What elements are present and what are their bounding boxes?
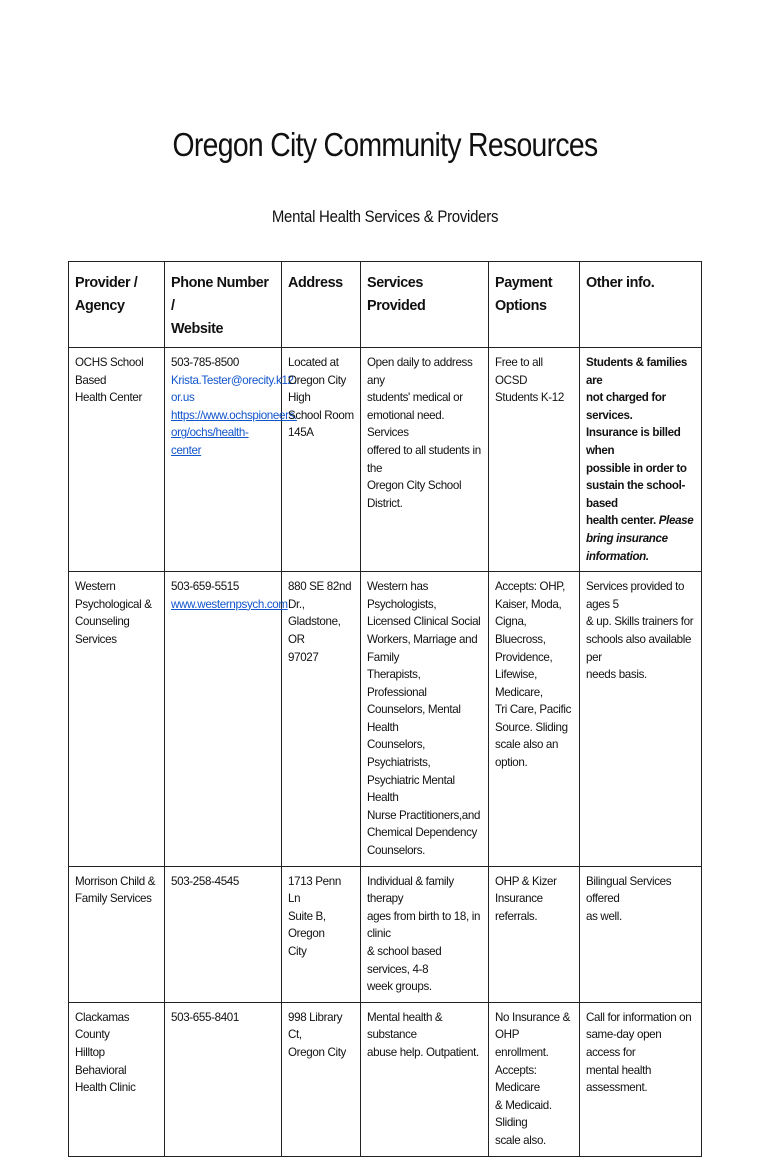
- header-services: Services Provided: [361, 262, 489, 348]
- cell-services: Open daily to address any students' medical or emotional need. Services offered to all students in the Oregon City School District.: [361, 348, 489, 572]
- phone-number: 503-785-8500: [171, 356, 240, 369]
- table-row: [69, 572, 702, 867]
- resources-table: [68, 261, 702, 1157]
- phone-number: 503-655-8401: [171, 1010, 240, 1024]
- header-address: Address: [282, 262, 361, 348]
- header-payment: Payment Options: [489, 262, 580, 348]
- cell-phone: [165, 1002, 282, 1156]
- cell-payment: No Insurance & OHP enrollment. Accepts: Medicare & Medicaid. Sliding scale also.: [489, 1002, 580, 1156]
- header-other: Other info.: [580, 262, 702, 348]
- page-title: Oregon City Community Resources: [172, 126, 598, 163]
- email-link[interactable]: Krista.Tester@orecity.k12.: [171, 373, 297, 387]
- cell-services: Individual & family therapy ages from birth to 18, in clinic & school based services, 4-8 week groups.: [361, 866, 489, 1002]
- email-link-cont[interactable]: or.us: [171, 391, 195, 405]
- table-header-row: [69, 262, 702, 348]
- phone-number: 503-659-5515: [171, 580, 240, 594]
- cell-other: Services provided to ages 5 & up. Skills trainers for schools also available per needs basis.: [580, 572, 702, 867]
- website-link[interactable]: https://www.ochspioneers.: [171, 408, 297, 422]
- cell-address: Located at Oregon City High School Room 145A: [282, 348, 361, 572]
- cell-provider: Clackamas County Hilltop Behavioral Health Clinic: [69, 1002, 165, 1156]
- cell-phone: [165, 348, 297, 572]
- website-link-cont[interactable]: org/ochs/health-center: [171, 426, 249, 457]
- cell-phone: [165, 572, 288, 867]
- cell-other: Students & families are not charged for services. Insurance is billed when possible in order to sustain the school-based health center. Please bring insurance information.: [580, 348, 702, 572]
- cell-payment: Accepts: OHP, Kaiser, Moda, Cigna, Bluecross, Providence, Lifewise, Medicare, Tri Care, Pacific Source. Sliding scale also an option.: [489, 572, 580, 867]
- header-provider: Provider / Agency: [69, 262, 165, 348]
- table-row: [69, 348, 702, 572]
- table-row: [69, 866, 702, 1002]
- cell-phone: [165, 866, 282, 1002]
- cell-other: Bilingual Services offered as well.: [580, 866, 702, 1002]
- cell-provider: Morrison Child & Family Services: [69, 866, 165, 1002]
- page-subtitle: Mental Health Services & Providers: [271, 207, 499, 226]
- cell-services: Mental health & substance abuse help. Outpatient.: [361, 1002, 489, 1156]
- cell-payment: OHP & Kizer Insurance referrals.: [489, 866, 580, 1002]
- header-phone: Phone Number / Website: [165, 262, 282, 348]
- website-link[interactable]: www.westernpsych.com: [171, 597, 288, 611]
- cell-payment: Free to all OCSD Students K-12: [489, 348, 580, 572]
- cell-other: Call for information on same-day open access for mental health assessment.: [580, 1002, 702, 1156]
- cell-provider: Western Psychological & Counseling Services: [69, 572, 165, 867]
- cell-address: 1713 Penn Ln Suite B, Oregon City: [282, 866, 361, 1002]
- cell-address: 880 SE 82nd Dr., Gladstone, OR 97027: [282, 572, 361, 867]
- cell-address: 998 Library Ct, Oregon City: [282, 1002, 361, 1156]
- cell-provider: OCHS School Based Health Center: [69, 348, 165, 572]
- phone-number: 503-258-4545: [171, 874, 240, 888]
- cell-services: Western has Psychologists, Licensed Clinical Social Workers, Marriage and Family Therapists, Professional Counselors, Mental Health Counselors, Psychiatrists, Psychiatric Mental Health Nurse Practitioners,and Chemical Dependency Counselors.: [361, 572, 489, 867]
- table-row: [69, 1002, 702, 1156]
